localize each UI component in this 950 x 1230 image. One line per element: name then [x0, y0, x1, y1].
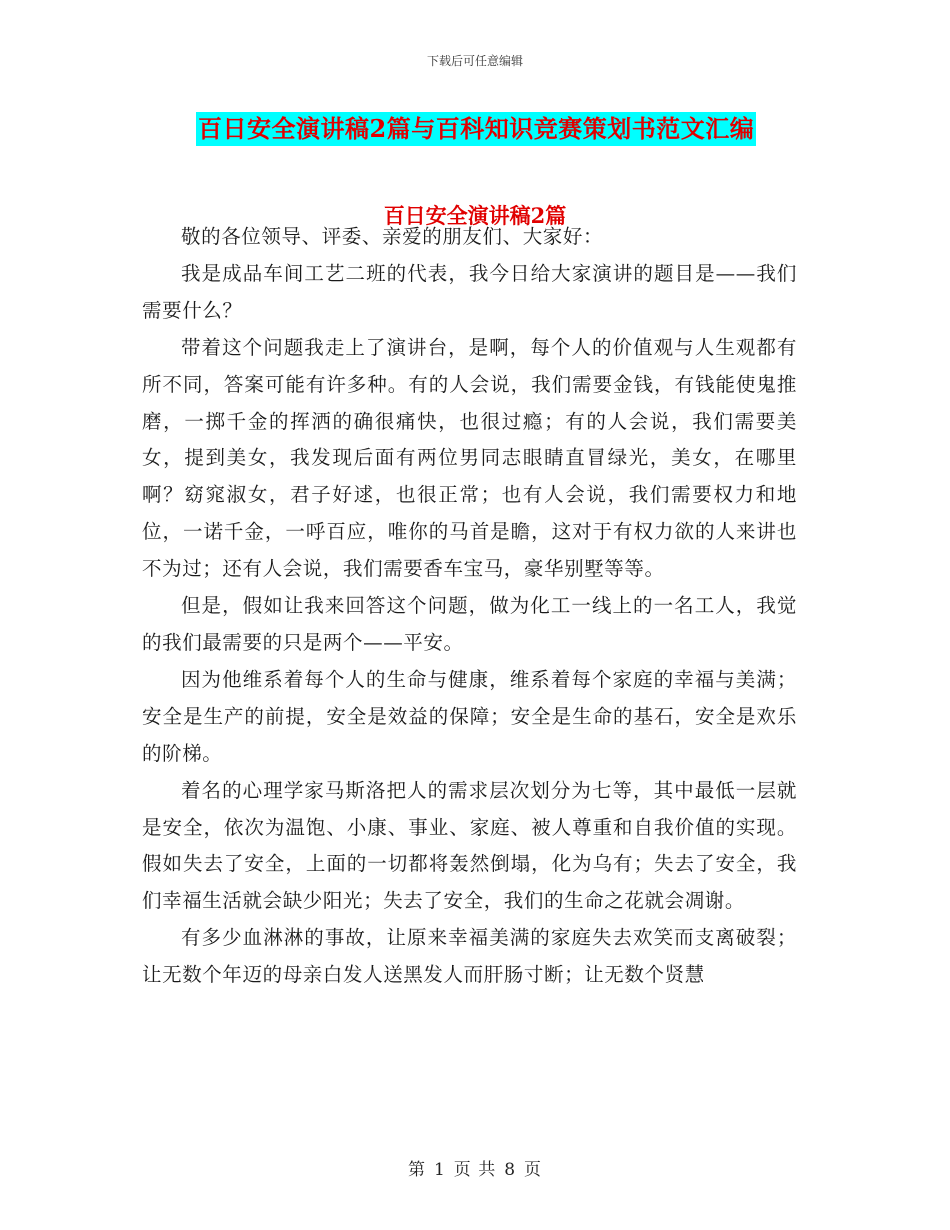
footer-suffix: 页: [524, 1160, 543, 1180]
paragraph: 带着这个问题我走上了演讲台，是啊，每个人的价值观与人生观都有所不同，答案可能有许多种。有的人会说，我们需要金钱，有钱能使鬼推磨，一掷千金的挥洒的确很痛快，也很过瘾；有的人会说，我们需要美女，提到美女，我发现后面有两位男同志眼睛直冒绿光，美女，在哪里啊？窈窕淑女，君子好逑，也很正常；也有人会说，我们需要权力和地位，一诺千金，一呼百应，唯你的马首是瞻，这对于有权力欲的人来讲也不为过；还有人会说，我们需要香车宝马，豪华别墅等等。: [142, 335, 797, 581]
page-number: 1: [433, 1160, 446, 1180]
paragraph: 着名的心理学家马斯洛把人的需求层次划分为七等，其中最低一层就是安全，依次为温饱、小康、事业、家庭、被人尊重和自我价值的实现。假如失去了安全，上面的一切都将轰然倒塌，化为乌有；失去了安全，我们幸福生活就会缺少阳光；失去了安全，我们的生命之花就会凋谢。: [142, 778, 797, 913]
footer-prefix: 第: [407, 1160, 426, 1180]
paragraph: 因为他维系着每个人的生命与健康，维系着每个家庭的幸福与美满；安全是生产的前提，安全是效益的保障；安全是生命的基石，安全是欢乐的阶梯。: [142, 667, 797, 765]
paragraph: 有多少血淋淋的事故，让原来幸福美满的家庭失去欢笑而支离破裂；让无数个年迈的母亲白发人送黑发人而肝肠寸断；让无数个贤慧: [142, 926, 797, 987]
document-title: 百日安全演讲稿2篇与百科知识竞赛策划书范文汇编: [196, 112, 756, 146]
page-footer: [0, 1155, 950, 1180]
section-title: 百日安全演讲稿2篇: [383, 203, 567, 228]
body-text: [142, 219, 797, 994]
paragraph: 但是，假如让我来回答这个问题，做为化工一线上的一名工人，我觉的我们最需要的只是两个——平安。: [142, 594, 797, 654]
footer-mid: 页 共: [453, 1160, 497, 1180]
header-note: 下载后可任意编辑: [426, 54, 523, 68]
paragraph: 我是成品车间工艺二班的代表，我今日给大家演讲的题目是——我们需要什么？: [142, 261, 797, 322]
page-total: 8: [504, 1160, 517, 1180]
paragraph: 敬的各位领导、评委、亲爱的朋友们、大家好：: [181, 225, 604, 248]
